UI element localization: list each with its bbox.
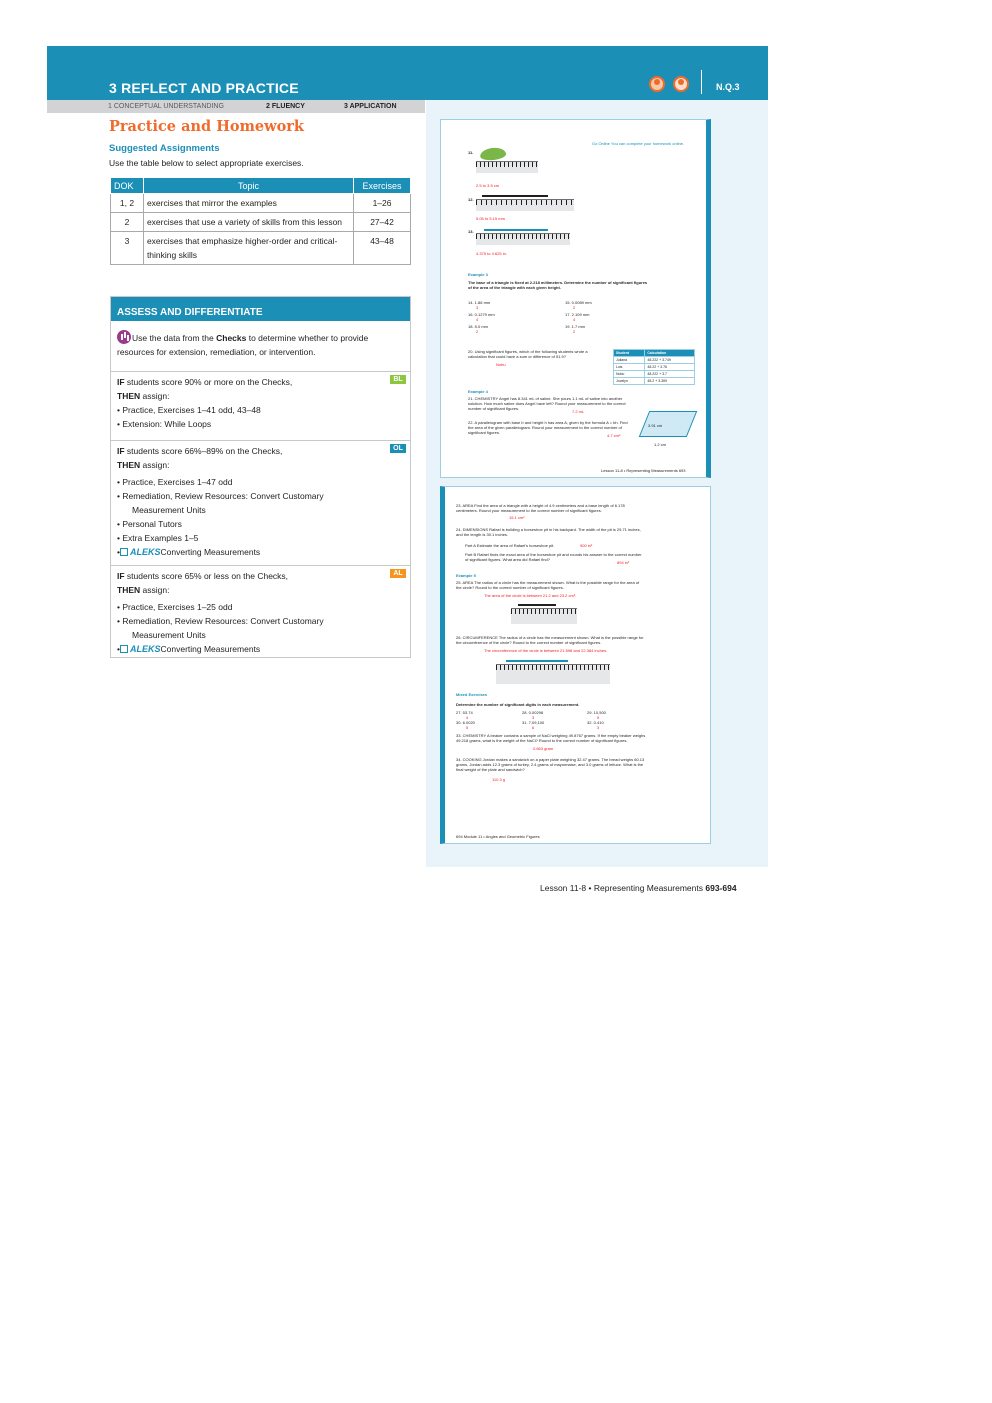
q33: 33. CHEMISTRY A beaker contains a sample of NaCl weighing 49.8767 grams. If the empty beaker weighs 49.218 grams, what is the weight of the NaCl? Round to the correct number of significant figures. <box>456 733 646 743</box>
page694-footer: 694 Module 11 • Angles and Geometric Figures <box>456 834 540 839</box>
a18: 2 <box>476 329 479 334</box>
radius-line <box>518 604 556 606</box>
q19: 19. 1.7 mm <box>565 324 586 329</box>
mini-cell: Nobu <box>614 371 645 378</box>
step-application[interactable]: 3 APPLICATION <box>344 103 397 110</box>
q12-number: 12. <box>468 197 474 202</box>
mixed-label: Mixed Exercises <box>456 692 488 697</box>
aleks-item[interactable]: • ALEKSConverting Measurements <box>117 547 261 557</box>
q12-answer: 5.05 to 5.15 mm <box>476 216 505 221</box>
then-label: THEN <box>117 460 141 470</box>
then-text: assign: <box>140 585 170 595</box>
topic-cell: exercises that emphasize higher-order and critical-thinking skills <box>143 232 353 265</box>
height-label: 3.91 cm <box>648 423 663 428</box>
dok-cell: 3 <box>111 232 144 265</box>
q13-answer: 4.375 to 4.625 in. <box>476 251 507 256</box>
mini-cell: Luis <box>614 364 645 371</box>
radius-bar <box>506 660 568 662</box>
step-conceptual[interactable]: 1 CONCEPTUAL UNDERSTANDING <box>108 103 224 110</box>
grouping-icons <box>649 76 689 92</box>
q23: 23. AREA Find the area of a triangle with a height of 4.9 centimeters and a base length of 6.178 centimeters. Round your measurement to the correct number of significant figures. <box>456 503 625 513</box>
table-row <box>111 194 411 213</box>
ruler-in <box>476 233 570 245</box>
list-item: • Remediation, Review Resources: Convert Customary <box>117 491 324 501</box>
lesson-number: Lesson 11-8 <box>540 883 587 893</box>
q15: 15. 0.0089 mm <box>565 300 592 305</box>
example3-text: The base of a triangle is fixed at 2.218 millimeters. Determine the number of significant figures of the area of the triangle with each given height. <box>468 280 648 290</box>
ruler-cm <box>476 161 538 173</box>
mixed-text: Determine the number of significant digits in each measurement. <box>456 702 580 707</box>
a23: 15.1 cm² <box>509 515 525 520</box>
q11-answer: 2.5 to 3.5 cm <box>476 183 500 188</box>
list-item: • Practice, Exercises 1–41 odd, 43–48 <box>117 405 261 415</box>
topic-cell: exercises that use a variety of skills from this lesson <box>143 213 353 232</box>
a33: 0.663 gram <box>533 746 554 751</box>
list-item: Measurement Units <box>132 630 206 640</box>
data-chart-icon <box>117 330 131 344</box>
q34: 34. COOKING Jordan makes a sandwich on a paper plate weighing 32.47 grams. The bread weighs 60.13 grams, Jordan adds 12.3 grams of turkey, 2.4 grams of mayonnaise, and 3.0 grams of lettuce. What is the final weight of the plate and sandwich? <box>456 757 645 772</box>
a26: The circumference of the circle is between 21.598 and 22.384 inches. <box>484 648 608 653</box>
a21: 7.2 mL <box>572 409 585 414</box>
if-label: IF <box>117 377 125 387</box>
then-text: assign: <box>140 460 170 470</box>
aleks-text: Converting Measurements <box>160 547 261 557</box>
assess-heading: ASSESS AND DIFFERENTIATE <box>111 297 410 321</box>
q25: 25. AREA The radius of a circle has the measurement shown. What is the possible range for the area of the circle? Round to the correct number of significant figures. <box>456 580 640 590</box>
example3-label: Example 3 <box>468 272 488 277</box>
a19: 2 <box>573 329 576 334</box>
mini-cell: Jocelyn <box>614 378 645 385</box>
dok-cell: 1, 2 <box>111 194 144 213</box>
mini-header: Student <box>614 350 645 357</box>
exercises-header: Exercises <box>354 178 411 194</box>
topic-cell: exercises that mirror the examples <box>143 194 353 213</box>
aleks-item[interactable]: • ALEKSConverting Measurements <box>117 644 261 654</box>
section-header <box>47 46 768 100</box>
q30: 30. 6.0020 <box>456 720 475 725</box>
if-text: students score 90% or more on the Checks, <box>124 377 293 387</box>
list-item: • Remediation, Review Resources: Convert Customary <box>117 616 324 626</box>
table-row <box>111 213 411 232</box>
page693-footer: Lesson 11-8 • Representing Measurements 693 <box>601 468 686 473</box>
q28: 28. 0.00298 <box>522 710 544 715</box>
aleks-text: Converting Measurements <box>160 644 261 654</box>
section-title: 3 REFLECT AND PRACTICE <box>109 80 299 96</box>
measured-line <box>482 195 548 197</box>
a24b: 894 in² <box>617 560 630 565</box>
a14: 3 <box>476 305 479 310</box>
base-label: 1.2 cm <box>654 442 667 447</box>
q16: 16. 0.1279 mm <box>468 312 495 317</box>
al-badge: AL <box>390 569 406 578</box>
mini-cell: 48.22 + 3.76 <box>645 364 695 371</box>
list-item: • Practice, Exercises 1–25 odd <box>117 602 233 612</box>
intro-text-end: to determine whether to provide resources for extension, remediation, or intervention. <box>117 333 369 357</box>
ol-badge: OL <box>390 444 406 453</box>
mini-header: Calculation <box>645 350 695 357</box>
q20: 20. Using significant figures, which of the following students wrote a calculation that could have a sum or difference of 51.9? <box>468 349 588 359</box>
step-fluency[interactable]: 2 FLUENCY <box>266 103 305 110</box>
topic-header: Topic <box>143 178 353 194</box>
lesson-caption <box>540 883 737 893</box>
bl-badge: BL <box>390 375 406 384</box>
exercises-cell: 1–26 <box>354 194 411 213</box>
if-label: IF <box>117 571 125 581</box>
a28: 3 <box>532 715 535 720</box>
q22: 22. A parallelogram with base b and height h has area A, given by the formula A = bh. Find the area of the given parallelogram. Round your measurement to the correct number of significant figures. <box>468 420 628 435</box>
list-item: • Practice, Exercises 1–47 odd <box>117 477 233 487</box>
a29: 5 <box>597 715 600 720</box>
then-label: THEN <box>117 391 141 401</box>
approaching-level-block <box>111 566 410 657</box>
list-item: • Extra Examples 1–5 <box>117 533 199 543</box>
a17: 4 <box>573 317 576 322</box>
q17: 17. 2.109 mm <box>565 312 590 317</box>
ruler-cm-2 <box>511 608 577 624</box>
page-title: Practice and Homework <box>109 118 304 135</box>
aleks-checkbox-icon <box>120 645 128 653</box>
ruler-in-2 <box>496 664 610 684</box>
suggested-heading: Suggested Assignments <box>109 143 220 154</box>
q21: 21. CHEMISTRY Angel has 8.341 mL of saline. She pours 1.1 mL of saline into another solution. How much saline does Angel have left? Round your measurement to the correct number of significant figures. <box>468 396 626 411</box>
aleks-logo: ALEKS <box>129 644 161 654</box>
then-label: THEN <box>117 585 141 595</box>
dok-header: DOK <box>111 178 144 194</box>
lesson-name: • Representing Measurements <box>586 883 706 893</box>
a15: 2 <box>573 305 576 310</box>
a31: 6 <box>532 725 535 730</box>
a22: 4.7 cm² <box>607 433 621 438</box>
if-label: IF <box>117 446 125 456</box>
individual-icon <box>649 76 665 92</box>
header-divider <box>701 70 702 94</box>
intro-text: Use the data from the <box>132 333 217 343</box>
standard-code: N.Q.3 <box>716 82 740 92</box>
example4-label: Example 4 <box>468 389 488 394</box>
a16: 4 <box>476 317 479 322</box>
dok-cell: 2 <box>111 213 144 232</box>
assess-differentiate-box <box>110 296 411 658</box>
q13-number: 13. <box>468 229 474 234</box>
q29: 29. 10,500 <box>587 710 606 715</box>
q18: 18. 5.0 mm <box>468 324 489 329</box>
step-nav <box>47 100 425 113</box>
page-range: 693-694 <box>705 883 737 893</box>
aleks-checkbox-icon <box>120 548 128 556</box>
aleks-logo: ALEKS <box>129 547 161 557</box>
q31: 31. 7,09,100 <box>522 720 545 725</box>
dok-table <box>110 177 411 265</box>
a27: 4 <box>466 715 469 720</box>
a32: 3 <box>597 725 600 730</box>
then-text: assign: <box>140 391 170 401</box>
q14: 14. 1.86 mm <box>468 300 491 305</box>
exercises-cell: 27–42 <box>354 213 411 232</box>
mini-cell: 48.222 + 3.7 <box>645 371 695 378</box>
ruler-mm <box>476 199 574 211</box>
exercises-cell: 43–48 <box>354 232 411 265</box>
pair-icon <box>673 76 689 92</box>
q24: 24. DIMENSIONS Rafael is building a horseshoe pit in his backyard. The width of the pit is 29.71 inches, and the length is 30.1 inches. <box>456 527 641 537</box>
checks-bold: Checks <box>216 333 247 343</box>
measured-bar <box>484 229 548 231</box>
q24b: Part B Rafael finds the exact area of the horseshoe pit and rounds his answer to the correct number of significant figures. What area did Rafael find? <box>465 552 642 562</box>
assess-intro <box>111 321 410 372</box>
a30: 5 <box>466 725 469 730</box>
mini-cell: 48.2 + 3.369 <box>645 378 695 385</box>
mini-cell: Juliana <box>614 357 645 364</box>
beyond-level-block <box>111 372 410 441</box>
a20: Nobu <box>496 362 506 367</box>
q32: 32. 0.410 <box>587 720 604 725</box>
q26: 26. CIRCUMFERENCE The radius of a circle has the measurement shown. What is the possible range for the circumference of the circle? Round to the correct number of significant figures. <box>456 635 644 645</box>
q11-number: 11. <box>468 150 474 155</box>
mini-cell: 48.222 + 3.749 <box>645 357 695 364</box>
if-text: students score 65% or less on the Checks, <box>124 571 289 581</box>
q27: 27. 53.74 <box>456 710 473 715</box>
if-text: students score 66%–89% on the Checks, <box>124 446 283 456</box>
q24a: Part A Estimate the area of Rafael's horseshoe pit. <box>465 543 555 548</box>
table-row <box>111 232 411 265</box>
list-item: Measurement Units <box>132 505 206 515</box>
suggested-intro: Use the table below to select appropriate exercises. <box>109 158 304 168</box>
list-item: • Extension: While Loops <box>117 419 212 429</box>
list-item: • Personal Tutors <box>117 519 182 529</box>
on-level-block <box>111 441 410 566</box>
a25: The area of the circle is between 21.2 and 23.2 cm². <box>484 593 577 598</box>
a34: 110.3 g <box>492 777 506 782</box>
go-online-note: Go Online You can complete your homework online. <box>592 141 685 146</box>
example5-label: Example 5 <box>456 573 476 578</box>
a24a: 900 in² <box>580 543 593 548</box>
student-calc-table <box>613 349 695 385</box>
